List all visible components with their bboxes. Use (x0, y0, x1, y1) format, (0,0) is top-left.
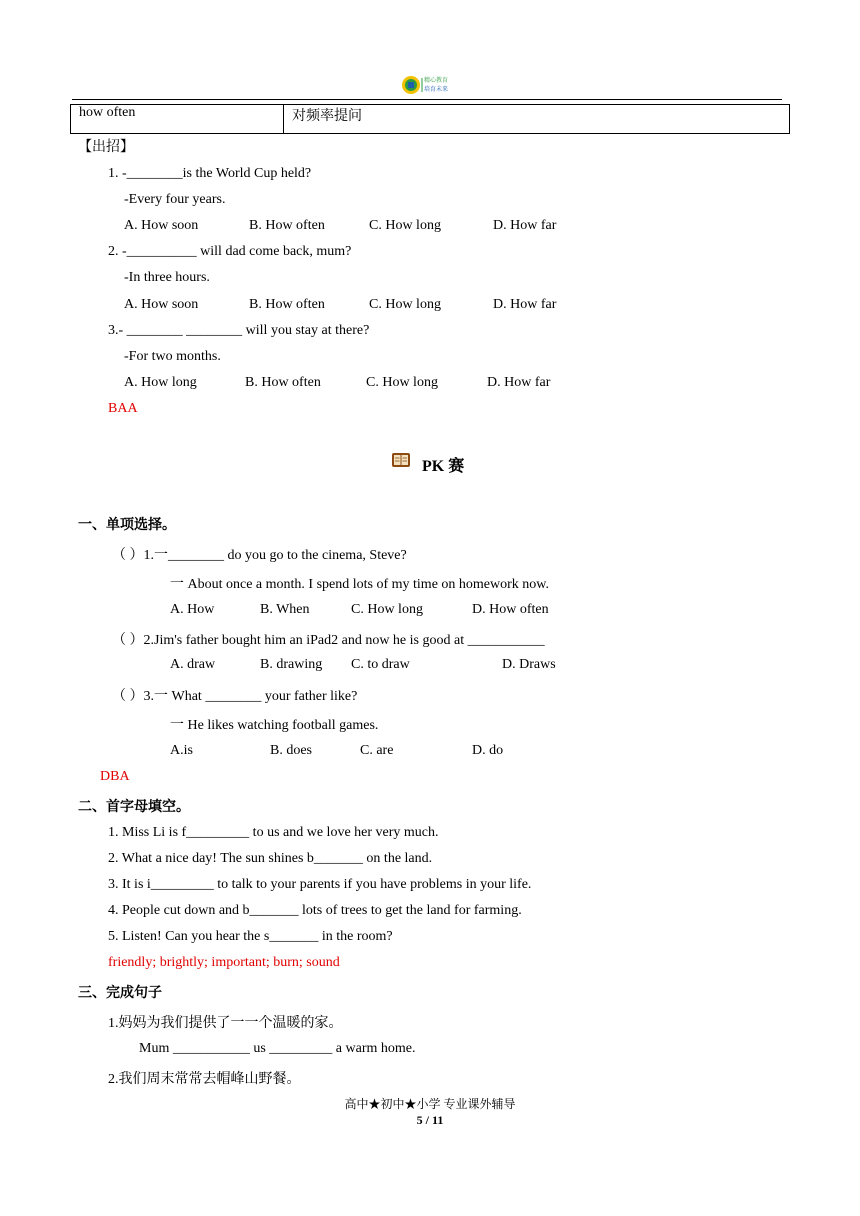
s1-q3-option-a: A.is (170, 743, 193, 758)
q1-option-d: D. How far (493, 218, 557, 233)
q3-option-b: B. How often (245, 375, 321, 390)
q3-text: 3.- ________ ________ will you stay at there? (108, 323, 370, 338)
section3-title: 三、完成句子 (78, 985, 162, 1001)
book-icon (392, 453, 410, 472)
s1-q1-text: （ ）1.一________ do you go to the cinema, Steve? (112, 548, 407, 563)
s2-item-5: 5. Listen! Can you hear the s_______ in the room? (108, 929, 393, 944)
logo-text-1: 精心教育 (424, 77, 449, 84)
s1-q1-option-d: D. How often (472, 602, 549, 617)
s1-q1-answer: 一 About once a month. I spend lots of my time on homework now. (170, 577, 549, 592)
table-cell-term: how often (71, 105, 284, 134)
s1-q2-option-c: C. to draw (351, 657, 410, 672)
s2-item-3: 3. It is i_________ to talk to your parents if you have problems in your life. (108, 877, 532, 892)
q2-option-c: C. How long (369, 297, 441, 312)
q3-option-a: A. How long (124, 375, 197, 390)
s1-q1-option-a: A. How (170, 602, 215, 617)
s2-item-2: 2. What a nice day! The sun shines b_______ on the land. (108, 851, 433, 866)
pk-title: PK 赛 (422, 458, 465, 475)
s2-item-1: 1. Miss Li is f_________ to us and we love her very much. (108, 825, 439, 840)
s3-item-2-cn: 2.我们周末常常去帽峰山野餐。 (108, 1072, 301, 1087)
s1-q3-option-d: D. do (472, 743, 504, 758)
s3-item-1-cn: 1.妈妈为我们提供了一一个温暖的家。 (108, 1016, 343, 1031)
s1-q3-option-b: B. does (270, 743, 312, 758)
table-row (71, 105, 790, 134)
q3-option-c: C. How long (366, 375, 438, 390)
logo-text-2: 培育未来 (424, 86, 449, 93)
s1-q2-text: （ ）2.Jim's father bought him an iPad2 and now he is good at ___________ (112, 633, 545, 648)
s2-item-4: 4. People cut down and b_______ lots of trees to get the land for farming. (108, 903, 522, 918)
q1-answer: -Every four years. (124, 192, 226, 207)
s1-q3-option-c: C. are (360, 743, 394, 758)
section2-answer-key: friendly; brightly; important; burn; sound (108, 955, 340, 970)
chuzhao-answer-key: BAA (108, 401, 138, 416)
s1-q2-option-b: B. drawing (260, 657, 323, 672)
footer-slogan: 高中★初中★小学 专业课外辅导 (344, 1097, 516, 1111)
q1-text: 1. -________is the World Cup held? (108, 166, 312, 181)
q3-answer: -For two months. (124, 349, 221, 364)
s1-q1-option-b: B. When (260, 602, 310, 617)
page-number: 5 / 11 (416, 1113, 444, 1127)
s1-q2-option-a: A. draw (170, 657, 216, 672)
header-rule (72, 99, 782, 100)
q1-option-c: C. How long (369, 218, 441, 233)
header-logo (402, 75, 458, 95)
s1-q3-text: （ ）3.一 What ________ your father like? (112, 689, 358, 704)
q2-option-b: B. How often (249, 297, 325, 312)
section1-title: 一、单项选择。 (78, 517, 176, 533)
s1-q3-answer: 一 He likes watching football games. (170, 718, 379, 733)
q2-answer: -In three hours. (124, 270, 210, 285)
q2-option-a: A. How soon (124, 297, 199, 312)
chuzhao-label: 【出招】 (78, 140, 134, 155)
s3-item-1-en: Mum ___________ us _________ a warm home. (139, 1041, 416, 1056)
s1-q1-option-c: C. How long (351, 602, 423, 617)
s1-q2-option-d: D. Draws (502, 657, 556, 672)
table-cell-meaning: 对频率提问 (284, 105, 790, 134)
q1-option-b: B. How often (249, 218, 325, 233)
section1-answer-key: DBA (100, 769, 130, 784)
grammar-table (70, 104, 790, 134)
q2-text: 2. -__________ will dad come back, mum? (108, 244, 352, 259)
q1-option-a: A. How soon (124, 218, 199, 233)
q2-option-d: D. How far (493, 297, 557, 312)
q3-option-d: D. How far (487, 375, 551, 390)
section2-title: 二、首字母填空。 (78, 799, 190, 815)
